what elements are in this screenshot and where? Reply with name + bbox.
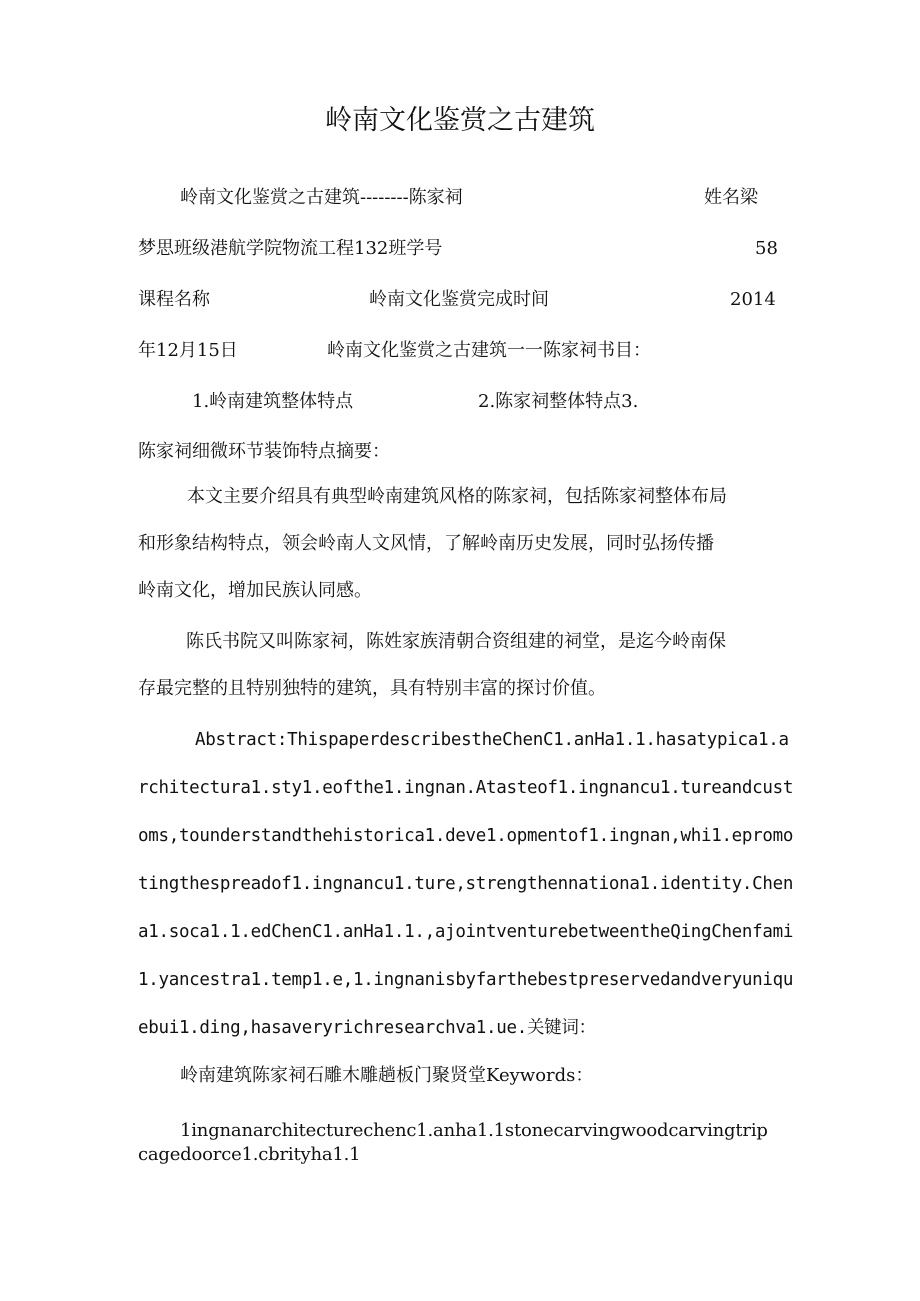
header-line-2-right: 58 [755, 238, 778, 259]
abstract-en-line-keywords-label: ebui1.ding,hasaveryrichresearchva1.ue.关键词： [138, 1018, 596, 1038]
page-title: 岭南文化鉴赏之古建筑 [325, 105, 595, 136]
abstract-en-line: Abstract:ThispaperdescribestheChenC1.anHa1.1.hasatypica1.a [195, 730, 789, 750]
keywords-cn: 岭南建筑陈家祠石雕木雕趟板门聚贤堂Keywords： [180, 1065, 594, 1086]
header-line-2-left: 梦思班级港航学院物流工程132班学号 [138, 238, 443, 259]
toc-item-2: 2.陈家祠整体特点3. [478, 391, 639, 412]
abstract-cn-line: 和形象结构特点，领会岭南人文风情，了解岭南历史发展，同时弘扬传播 [138, 533, 714, 554]
abstract-cn-line: 存最完整的且特别独特的建筑，具有特别丰富的探讨价值。 [138, 678, 606, 699]
abstract-cn-line: 陈氏书院又叫陈家祠，陈姓家族清朝合资组建的祠堂，是迄今岭南保 [186, 631, 726, 652]
abstract-en-line: tingthespreadof1.ingnancu1.ture,strengthennationa1.identity.Chen [138, 874, 794, 894]
abstract-en-line: 1.yancestra1.temp1.e,1.ingnanisbyfarthebestpreservedandveryuniqu [138, 970, 794, 990]
abstract-en-line: a1.soca1.1.edChenC1.anHa1.1.,ajointventurebetweentheQingChenfami [138, 922, 794, 942]
header-line-1-left: 岭南文化鉴赏之古建筑--------陈家祠 [180, 187, 463, 208]
header-line-1-right: 姓名梁 [704, 187, 758, 208]
abstract-cn-line: 本文主要介绍具有典型岭南建筑风格的陈家祠，包括陈家祠整体布局 [187, 486, 727, 507]
toc-item-1: 1.岭南建筑整体特点 [192, 391, 354, 412]
course-name-label: 课程名称 [138, 289, 210, 310]
course-name-value: 岭南文化鉴赏完成时间 [369, 289, 549, 310]
toc-item-3-abstract-label: 陈家祠细微环节装饰特点摘要： [138, 441, 390, 462]
keywords-en-line: cagedoorce1.cbrityha1.1 [138, 1144, 361, 1165]
keywords-en-line: 1ingnanarchitecturechenc1.anha1.1stonecarvingwoodcarvingtrip [180, 1120, 768, 1141]
completion-date: 年12月15日 [138, 340, 238, 361]
abstract-en-line: rchitectura1.sty1.eofthe1.ingnan.Atasteof1.ingnancu1.tureandcust [138, 778, 794, 798]
abstract-en-line: oms,tounderstandthehistorica1.deve1.opmentof1.ingnan,whi1.epromo [138, 826, 794, 846]
table-of-contents-heading: 岭南文化鉴赏之古建筑一一陈家祠书目： [327, 340, 651, 361]
completion-year: 2014 [730, 289, 776, 310]
abstract-cn-line: 岭南文化，增加民族认同感。 [138, 580, 372, 601]
